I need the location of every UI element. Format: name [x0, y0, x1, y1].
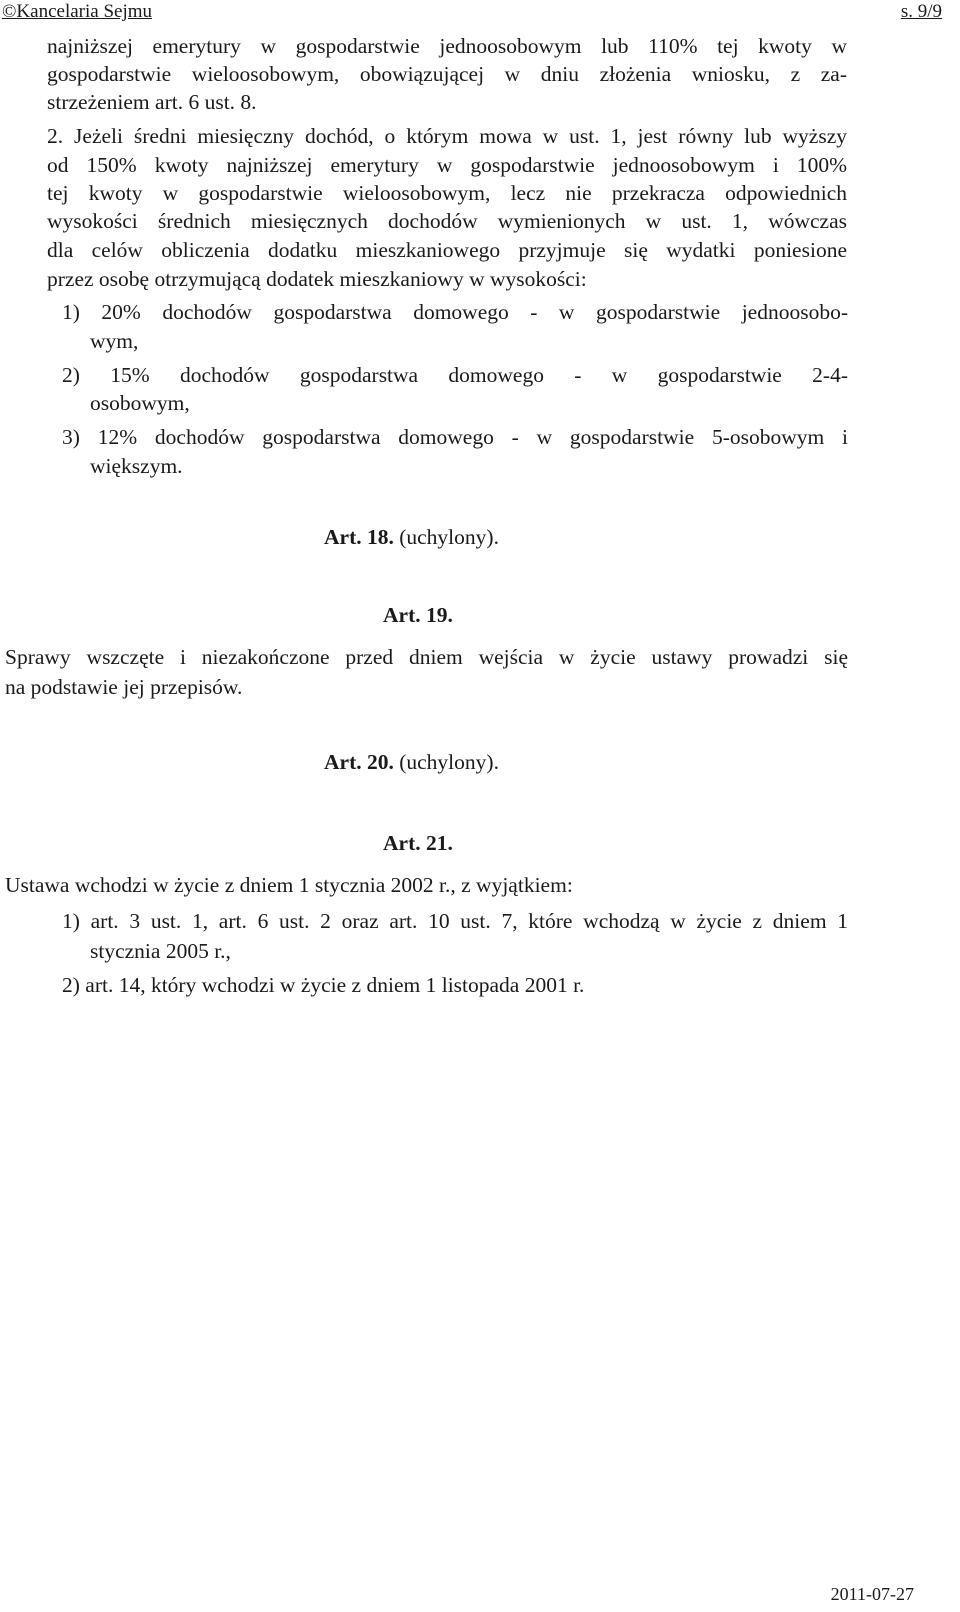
list-item-continuation: osobowym,: [90, 391, 190, 415]
article-status: (uchylony).: [393, 750, 499, 774]
footer-date: 2011-07-27: [830, 1584, 914, 1604]
text-line: przez osobę otrzymującą dodatek mieszkaniowy w wysokości:: [47, 267, 587, 291]
list-item: 1) art. 3 ust. 1, art. 6 ust. 2 oraz art. 10 ust. 7, które wchodzą w życie z dniem 1: [62, 909, 848, 933]
list-item-continuation: większym.: [90, 454, 183, 478]
text-line: od 150% kwoty najniższej emerytury w gospodarstwie jednoosobowym i 100%: [47, 153, 847, 177]
text-line: najniższej emerytury w gospodarstwie jednoosobowym lub 110% tej kwoty w: [47, 34, 847, 58]
text-line: dla celów obliczenia dodatku mieszkaniowego przyjmuje się wydatki poniesione: [47, 238, 847, 262]
text-line: na podstawie jej przepisów.: [5, 675, 243, 699]
list-item-continuation: wym,: [90, 329, 139, 353]
text-line: wysokości średnich miesięcznych dochodów wymienionych w ust. 1, wówczas: [47, 209, 847, 233]
list-item-continuation: stycznia 2005 r.,: [90, 939, 231, 963]
header-source: ©Kancelaria Sejmu: [2, 1, 153, 22]
text-line: Sprawy wszczęte i niezakończone przed dniem wejścia w życie ustawy prowadzi się: [5, 645, 848, 669]
list-item: 3) 12% dochodów gospodarstwa domowego - w gospodarstwie 5-osobowym i: [62, 425, 848, 449]
list-item: 1) 20% dochodów gospodarstwa domowego - w gospodarstwie jednoosobo-: [62, 300, 848, 324]
text-line: tej kwoty w gospodarstwie wieloosobowym, lecz nie przekracza odpowiednich: [47, 181, 847, 205]
article-status: (uchylony).: [393, 525, 499, 549]
text-line: gospodarstwie wieloosobowym, obowiązującej w dniu złożenia wniosku, z za-: [47, 62, 847, 86]
article-18-heading: [324, 527, 499, 549]
text-line: Ustawa wchodzi w życie z dniem 1 stycznia 2002 r., z wyjątkiem:: [5, 873, 573, 897]
header-page-number: s. 9/9: [900, 1, 942, 22]
text-line: strzeżeniem art. 6 ust. 8.: [47, 90, 257, 114]
list-item: 2) 15% dochodów gospodarstwa domowego - w gospodarstwie 2-4-: [62, 363, 848, 387]
article-number: Art. 18.: [324, 525, 394, 549]
text-line: 2. Jeżeli średni miesięczny dochód, o którym mowa w ust. 1, jest równy lub wyższy: [47, 124, 847, 148]
article-number: Art. 20.: [324, 750, 394, 774]
article-21-heading: Art. 21.: [383, 831, 453, 855]
article-19-heading: Art. 19.: [383, 603, 453, 627]
article-20-heading: [324, 752, 499, 774]
list-item: 2) art. 14, który wchodzi w życie z dniem 1 listopada 2001 r.: [62, 973, 585, 997]
